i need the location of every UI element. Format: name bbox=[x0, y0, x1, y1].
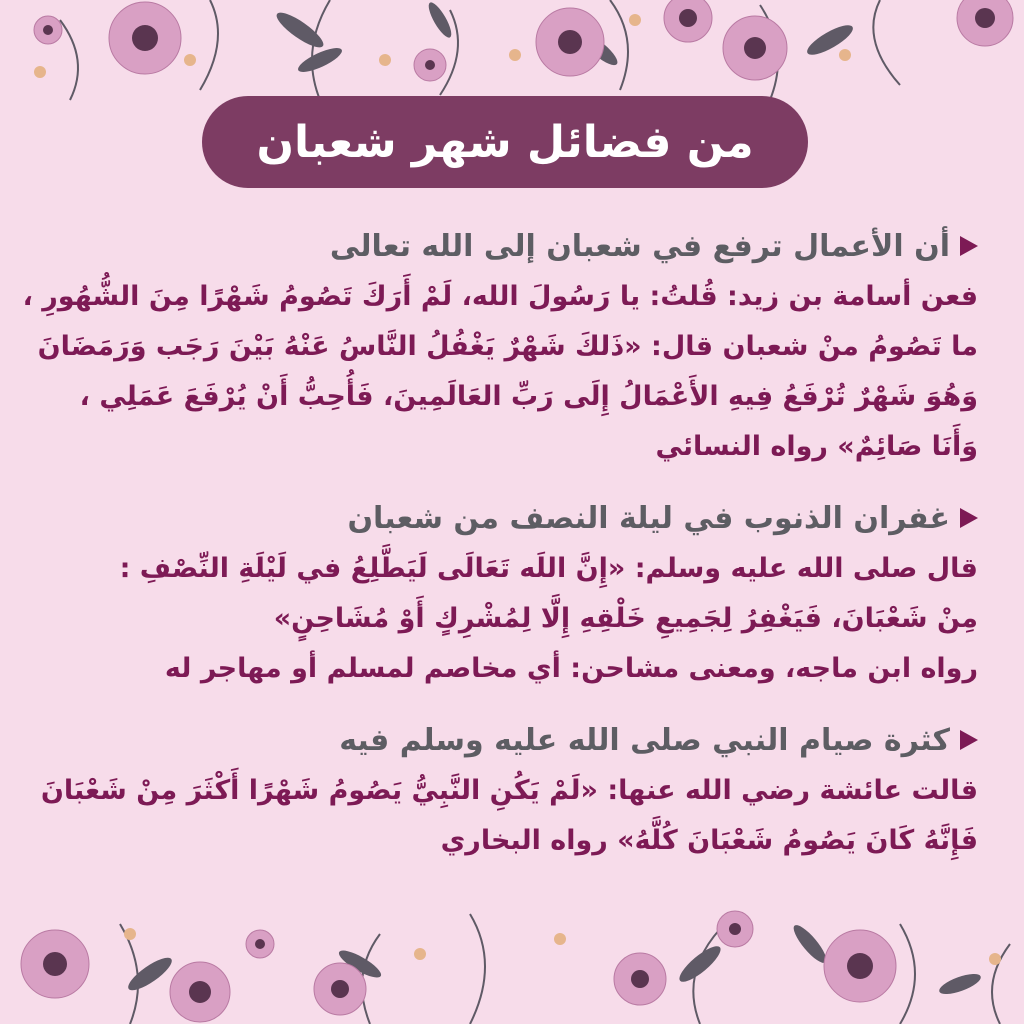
page-title: من فضائل شهر شعبان bbox=[202, 96, 808, 188]
section-3 bbox=[38, 714, 978, 866]
section-heading bbox=[38, 492, 978, 544]
section-heading-text: كثرة صيام النبي صلى الله عليه وسلم فيه bbox=[339, 722, 950, 758]
section-heading bbox=[38, 220, 978, 272]
body-line: رواه ابن ماجه، ومعنى مشاحن: أي مخاصم لمسلم أو مهاجر له bbox=[164, 653, 978, 684]
body-line: فَإِنَّهُ كَانَ يَصُومُ شَعْبَانَ كُلَّهُ» رواه البخاري bbox=[440, 825, 978, 856]
body-line: قالت عائشة رضي الله عنها: «لَمْ يَكُنِ النَّبِيُّ يَصُومُ شَهْرًا أَكْثَرَ مِنْ شَعْبَانَ bbox=[40, 775, 978, 806]
body-line: قال صلى الله عليه وسلم: «إِنَّ اللَه تَعَالَى لَيَطَّلِعُ في لَيْلَةِ النِّصْفِ : bbox=[119, 553, 978, 584]
section-heading-text: أن الأعمال ترفع في شعبان إلى الله تعالى bbox=[329, 228, 950, 264]
section-heading bbox=[38, 714, 978, 766]
section-body bbox=[22, 272, 978, 472]
body-line: وَهُوَ شَهْرٌ تُرْفَعُ فِيهِ الأَعْمَالُ إِلَى رَبِّ العَالَمِينَ، فَأُحِبُّ أَنْ يُرْفَعَ عَمَلِي ، bbox=[79, 381, 978, 412]
body-line: وَأَنَا صَائِمٌ» رواه النسائي bbox=[655, 431, 978, 462]
arrow-icon bbox=[960, 236, 978, 256]
section-body bbox=[38, 544, 978, 694]
body-line: فعن أسامة بن زيد: قُلتُ: يا رَسُولَ الله، لَمْ أَرَكَ تَصُومُ شَهْرًا مِنَ الشُّهُورِ ، bbox=[22, 281, 978, 312]
body-line: مِنْ شَعْبَانَ، فَيَغْفِرُ لِجَمِيعِ خَلْقِهِ إِلَّا لِمُشْرِكٍ أَوْ مُشَاحِنٍ» bbox=[273, 603, 978, 634]
content-area bbox=[22, 220, 978, 886]
arrow-icon bbox=[960, 730, 978, 750]
section-body bbox=[38, 766, 978, 866]
arrow-icon bbox=[960, 508, 978, 528]
top-floral-border bbox=[0, 0, 1024, 110]
body-line: ما تَصُومُ منْ شعبان قال: «ذَلكَ شَهْرٌ يَغْفُلُ النَّاسُ عَنْهُ بَيْنَ رَجَب وَرَمَضَانَ bbox=[37, 331, 978, 362]
section-1 bbox=[22, 220, 978, 472]
section-2 bbox=[38, 492, 978, 694]
bottom-floral-border bbox=[0, 904, 1024, 1024]
section-heading-text: غفران الذنوب في ليلة النصف من شعبان bbox=[347, 500, 950, 536]
